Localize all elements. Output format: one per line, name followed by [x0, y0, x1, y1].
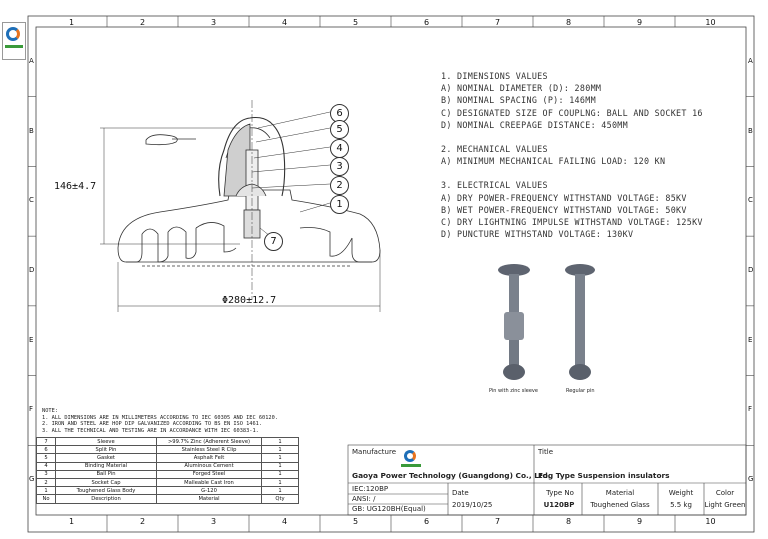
- dimension-line: D) NOMINAL CREEPAGE DISTANCE: 450MM: [441, 119, 628, 130]
- bom-row: 5 Gasket Asphalt Felt 1: [37, 454, 299, 462]
- title-label: Title: [538, 448, 554, 456]
- bom-row: 4 Binding Material Aluminous Cement 1: [37, 462, 299, 470]
- notes-title: NOTE:: [42, 408, 58, 414]
- pins-photo: [498, 264, 595, 380]
- column-label: 10: [705, 18, 716, 27]
- column-label: 6: [423, 18, 430, 27]
- column-label: 9: [636, 517, 643, 526]
- title-block-logo: [400, 450, 422, 468]
- row-label: D: [748, 266, 754, 274]
- row-label: D: [29, 266, 35, 274]
- mechanical-title: 2. MECHANICAL VALUES: [441, 144, 548, 155]
- row-label: F: [29, 405, 34, 414]
- column-label: 2: [139, 517, 146, 526]
- weight-value: 5.5 kg: [670, 501, 692, 509]
- regular-pin-label: Regular pin: [566, 388, 595, 394]
- row-label: C: [29, 196, 34, 205]
- column-label: 7: [494, 18, 501, 27]
- material-label: Material: [605, 489, 635, 497]
- row-label: B: [29, 126, 34, 135]
- row-label: A: [29, 56, 34, 65]
- column-label: 1: [68, 18, 75, 27]
- part-balloon: 4: [330, 139, 349, 158]
- part-balloon: 6: [330, 104, 349, 123]
- company-logo: [2, 22, 26, 60]
- column-label: 4: [281, 517, 288, 526]
- gb-designation: GB: UG120BH(Equal): [352, 505, 426, 513]
- electrical-line: A) DRY POWER-FREQUENCY WITHSTAND VOLTAGE: 85KV: [441, 192, 687, 203]
- zinc-pin-label: Pin with zinc sleeve: [489, 388, 538, 394]
- electrical-line: D) PUNCTURE WITHSTAND VOLTAGE: 130KV: [441, 229, 634, 240]
- row-label: G: [29, 475, 35, 484]
- manufacturer-label: Manufacture: [352, 448, 397, 456]
- column-label: 4: [281, 18, 288, 27]
- bom-header-row: No Description Material Qty: [37, 495, 299, 503]
- column-label: 3: [210, 18, 217, 27]
- spacing-dimension: 146±4.7: [54, 181, 97, 192]
- color-value: Light Green: [704, 501, 746, 509]
- part-balloon: 1: [330, 195, 349, 214]
- bom-row: 7 Sleeve >99.7% Zinc (Adherent Sleeve) 1: [37, 438, 299, 446]
- row-label: E: [29, 335, 34, 344]
- electrical-title: 3. ELECTRICAL VALUES: [441, 180, 548, 191]
- type-value: U120BP: [543, 501, 575, 509]
- dimension-line: B) NOMINAL SPACING (P): 146MM: [441, 95, 596, 106]
- specifications: [441, 70, 703, 240]
- column-label: 6: [423, 517, 430, 526]
- column-label: 7: [494, 517, 501, 526]
- bom-row: 3 Ball Pin Forged Steel 1: [37, 470, 299, 478]
- row-label: E: [748, 335, 753, 344]
- column-label: 10: [705, 517, 716, 526]
- dimensions-title: 1. DIMENSIONS VALUES: [441, 71, 548, 81]
- row-label: B: [748, 126, 753, 135]
- part-balloon: 7: [264, 232, 283, 251]
- drawing-title: Fog Type Suspension insulators: [538, 471, 670, 480]
- dimension-line: A) NOMINAL DIAMETER (D): 280MM: [441, 83, 602, 94]
- part-balloon: 2: [330, 176, 349, 195]
- row-label: A: [748, 56, 753, 65]
- bom-row: 6 Split Pin Stainless Steel R Clip 1: [37, 446, 299, 454]
- bom-row: 2 Socket Cap Malleable Cast Iron 1: [37, 478, 299, 486]
- diameter-dimension: Φ280±12.7: [222, 295, 277, 306]
- date-label: Date: [452, 489, 469, 497]
- bill-of-materials: [36, 437, 299, 504]
- mechanical-line: A) MINIMUM MECHANICAL FAILING LOAD: 120 KN: [441, 156, 666, 167]
- iec-designation: IEC:120BP: [352, 485, 389, 493]
- part-balloon: 3: [330, 157, 349, 176]
- type-label: Type No: [546, 489, 574, 497]
- row-label: C: [748, 196, 753, 205]
- ansi-designation: ANSI: /: [352, 495, 376, 503]
- row-label: G: [748, 475, 754, 484]
- electrical-line: C) DRY LIGHTNING IMPULSE WITHSTAND VOLTAGE: 125KV: [441, 217, 703, 228]
- column-label: 9: [636, 18, 643, 27]
- manufacturer-name: Gaoya Power Technology (Guangdong) Co., Ltd.: [352, 471, 551, 480]
- notes: [42, 408, 278, 434]
- note-line: 2. IRON AND STEEL ARE HOP DIP GALVANIZED ACCORDING TO BS EN ISO 1461.: [42, 421, 263, 428]
- color-label: Color: [715, 489, 735, 497]
- column-label: 8: [565, 517, 572, 526]
- column-label: 2: [139, 18, 146, 27]
- column-label: 1: [68, 517, 75, 526]
- dimension-line: C) DESIGNATED SIZE OF COUPLNG: BALL AND SOCKET 16: [441, 107, 703, 118]
- note-line: 1. ALL DIMENSIONS ARE IN MILLIMETERS ACCORDING TO IEC 60305 AND IEC 60120.: [42, 414, 278, 421]
- column-label: 3: [210, 517, 217, 526]
- column-label: 8: [565, 18, 572, 27]
- weight-label: Weight: [668, 489, 694, 497]
- column-label: 5: [352, 18, 359, 27]
- part-balloon: 5: [330, 120, 349, 139]
- date-value: 2019/10/25: [452, 501, 493, 509]
- electrical-line: B) WET POWER-FREQUENCY WITHSTAND VOLTAGE: 50KV: [441, 204, 687, 215]
- material-value: Toughened Glass: [590, 501, 650, 509]
- row-label: F: [748, 405, 753, 414]
- column-label: 5: [352, 517, 359, 526]
- note-line: 3. ALL THE TECHNICAL AND TESTING ARE IN ACCORDANCE WITH IEC 60383-1.: [42, 427, 259, 434]
- bom-row: 1 Toughened Glass Body G-120 1: [37, 487, 299, 495]
